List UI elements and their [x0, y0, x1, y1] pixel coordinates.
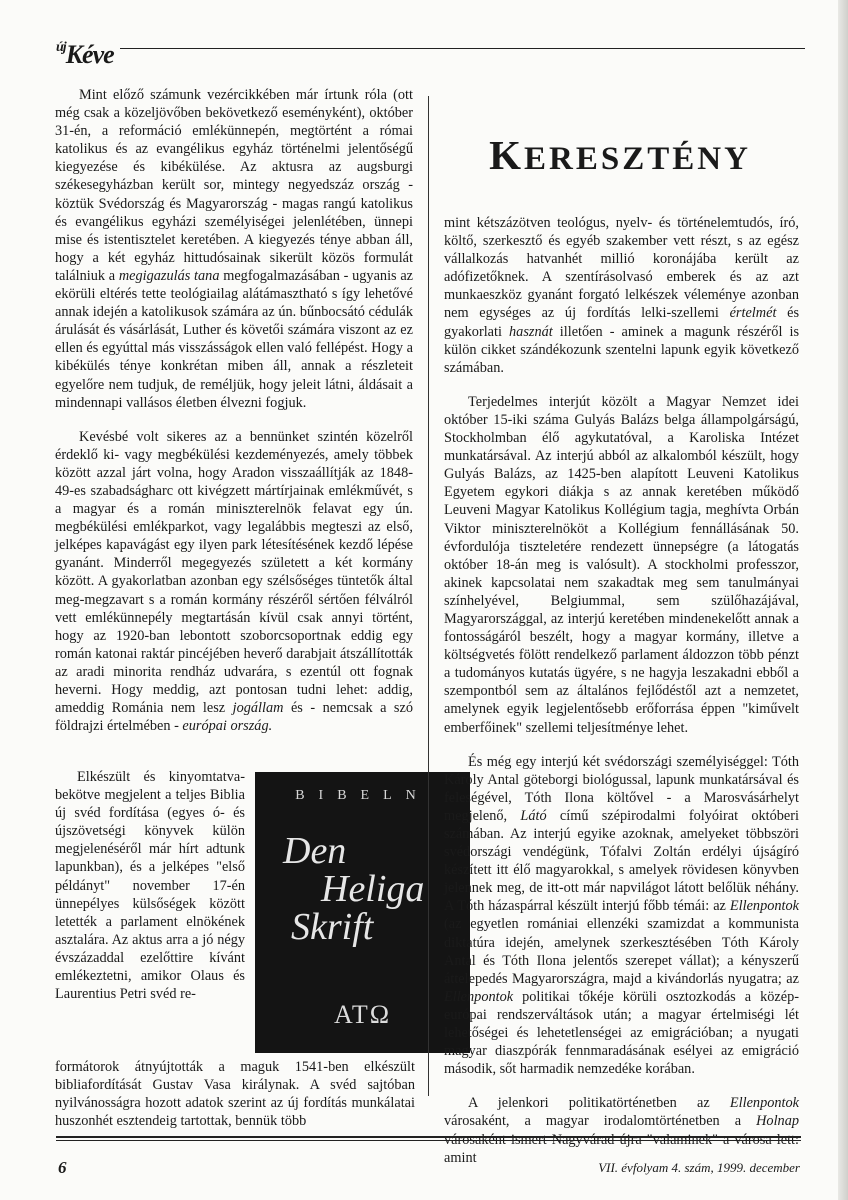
paragraph-interview-gulyas: Terjedelmes interjút közölt a Magyar Nemzet idei október 15-iki száma Gulyás Balázs belga állampolgárságú, Stockholmban élő agykutatóval, a Karoliska Intézet munkatársával. Az interjú abból az alkalomból készült, hogy Gulyás Balázs, az 1425-ben alapított Leuveni Katolikus Egyetem egykori diákja s az annak keretében működő Leuveni Magyar Katolikus Kollégium tagja, meghívta Orbán Viktor miniszterelnököt a Kollégium fennállásának 50. évfordulója tiszteletére rendezett ünnepségre (a látogatás október 18-án meg is valósult). A stockholmi professzor, akinek kapcsolatai nem szakadtak meg sem tanulmányai színhelyével, Belgiummal, sem szülőhazájával, Magyarországgal, az interjú keretében mindenekelőtt annak a fontosságáról beszélt, hogy a magyar kormány, illetve a költségvetés fölött rendelkező parlament áldozzon több pénzt a tudományos kutatás ügyére, s ne hagyja leszakadni ebből a szempontból sem az általános fejlődéstől azt a nemzetet, amelynek egyik legjelentősebb erőforrása éppen "kiművelt emberfőinek" szellemi teljesítménye lehet.	[444, 393, 799, 736]
bible-section	[55, 768, 430, 1029]
page-number: 6	[58, 1158, 67, 1177]
footer-rule-thin	[56, 1140, 801, 1141]
section-headline: KERESZTÉNY	[489, 132, 751, 178]
header-rule	[120, 48, 805, 49]
paragraph-interview-toth: És még egy interjú két svédországi személyiséggel: Tóth Károly Antal göteborgi biológussal, lapunk munkatársával és feleségével, Tóth Ilona költővel - a Marosvásárhelyt megjelenő, Látó című szépirodalmi folyóirat októberi számában. Az interjú egyike azoknak, amelyeket többszöri svédországi vendégünk, Tófalvi Zoltán erdélyi újságíró készített itt élő magyarokkal, s amelyek rövidesen könyvben jelennek meg, de itt-ott már napvilágot látott belőlük néhány. A Tóth házaspárral készült interjú főbb témái: az Ellenpontok (az egyetlen romániai ellenzéki szamizdat a kommunista diktatúra idején, amelynek szerkesztésében Tóth Károly Antal és Tóth Ilona jelentős szerepet vállat); a kényszerű áttelepedés Magyarországra, majd a kivándorlás nyugatra; az Ellenpontok politikai tőkéje körüli osztozkodás a közép-európai rendszerváltások után; a magyar értelmiségi lét lehetőségei és lehetetlenségei az emigrációban; a nyugati magyar diaszpórák fennmaradásának esélyei az emigráció második, sőt harmadik nemzedéke korában.	[444, 753, 799, 1078]
footer-rule	[56, 1136, 801, 1138]
cover-logo: ATΩ	[333, 1000, 392, 1029]
cover-title: BIBELN	[295, 788, 430, 803]
paragraph-bible-continued: mint kétszázötven teológus, nyelv- és történelemtudós, író, költő, szerkesztő és egyéb szakember vett részt, s az egész vállalkozás hatvanhét millió koronájába került az adófizetőknek. A szentírásolvasó emberek és az azt munkaeszköz gyanánt forgató lelkészek véleménye azonban nem egységes az új fordítás lelki-szellemi értelmét és gyakorlati hasznát illetően - aminek a magunk részéről is külön cikket szándékozunk szentelni lapunk egyik következő számában.	[444, 215, 800, 376]
page-edge-shadow	[838, 0, 848, 1200]
issue-info: VII. évfolyam 4. szám, 1999. december	[598, 1160, 800, 1175]
bible-paragraph: Elkészült és kinyomtatva-bekötve megjelent a teljes Biblia új svéd fordítása (egyes ó- és újszövetségi könyvek külön megjelenéséről már hírt adtunk lapunkban), és a jelképes "első példányt" november 17-én ünnepélyes külsőségek között letették a parlament elnökének asztalára. Az aktus arra a jó négy évszázaddal ezelőttire kívánt emlékeztetni, amikor Olaus és Laurentius Petri svéd re-	[55, 769, 245, 1003]
masthead-small: új	[56, 40, 66, 55]
masthead-title: Kéve	[65, 40, 114, 69]
cover-script: Den Heliga Skrift	[283, 830, 425, 948]
masthead-logo	[56, 40, 114, 70]
bible-cover-image	[255, 772, 470, 1053]
left-column	[55, 86, 413, 735]
paragraph-nagyvarad: A jelenkori politikatörténetben az Ellenpontok városaként, a magyar irodalomtörténetben a Holnap városaként ismert Nagyvárad újra "valaminek" a városa lett: amint	[444, 1095, 799, 1166]
paragraph-reformation: Mint előző számunk vezércikkében már írtunk róla (ott még csak a közeljövőben bekövetkező eseményként), október 31-én, a reformáció emlékünnepén, megtörtént a római katolikus és az evangélikus egyház történelmi jelentőségű kiegyezése és kibékülése. Az aktusra az augsburgi székesegyházban került sor, mintegy negyedszáz ország - köztük Svédország és Magyarország - magas rangú katolikus és evangélikus egyházi személyiségei jelenlétében, ünnepi mise és istentisztelet keretében. A kiegyezés ténye abban áll, hogy a két egyház hittudósainak sikerült közös formulát találniuk a megigazulás tana megfogalmazásában - ugyanis az ekörüli eltérés tette teológiailag alátámasztható s így lehetővé annak idején a katolikusok számára az ún. bűnbocsátó cédulák árulását és vásárlását, Luther és követői számára viszont az ez ellen és egyúttal más visszásságok ellen való fellépést. Hogy a kibékülés ténye konkrétan miben áll, annak a részleteit egyelőre nem tudjuk, de reméljük, hogy jeleit látni, áldásait a mindennapi vallásos életben élvezni fogjuk.	[55, 87, 414, 411]
bible-paragraph-continued: formátorok átnyújtották a maguk 1541-ben elkészült bibliafordítását Gustav Vasa királynak. A svéd sajtóban nyilvánosságra hozott adatok szerint az új fordítás munkálatai huszonhét esztendeig tartottak, bennük több	[55, 1059, 415, 1130]
right-column	[444, 214, 799, 1167]
paragraph-arad: Kevésbé volt sikeres az a bennünket szintén közelről érdeklő ki- vagy megbékülési kezdeményezés, amely többek között azzal járt volna, hogy Aradon visszaállítják az 1848-49-es szabadságharc ott kivégzett mártírjainak emlékművét, s a magyar és a román miniszterelnök felavat egy ún. megbékülési emlékparkot, vagy legalábbis megteszi az első, jelképes kapavágást egy ilyen park létesítésének kezdő lépése gyanánt. Minderről megegyezés született a két kormány között. A gyakorlatban azonban egy szélsőséges tüntetők által meg-megzavart s a román kormány részéről sértően félválról vett emlékünnepély megtartásán kívül csak annyi történt, hogy az 1920-ban lebontott szoborcsoportnak eddig egy román katonai raktár pincéjében heverő darabjait átszállították az aradi minorita rendház udvarára, s ezentúl ott fognak heverni. Hogy meddig, azt pontosan tudni lehet: addig, ameddig Románia nem lesz jogállam és - nemcsak a szó földrajzi értelmében - európai ország.	[55, 428, 413, 735]
column-divider	[428, 96, 429, 1096]
